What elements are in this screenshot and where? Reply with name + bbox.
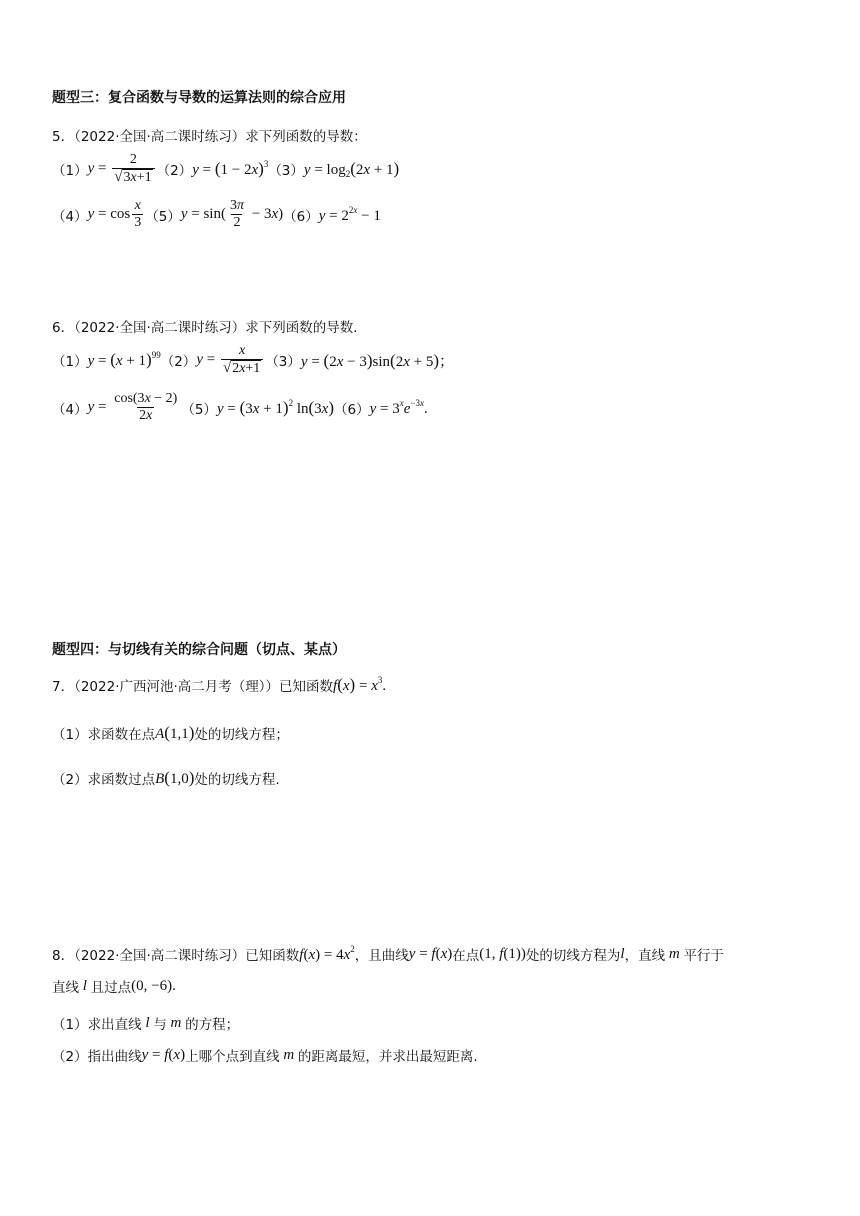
- question-6-label: 6．（2022·全国·高二课时练习）求下列函数的导数.: [52, 320, 358, 336]
- symbol-l: l: [141, 1014, 154, 1031]
- formula-8-curve: y = f(x): [141, 1046, 186, 1063]
- formula-5-3: $y = \log_2(2x + 1)$: [303, 159, 400, 179]
- question-7-part-2: [52, 768, 280, 788]
- item-number: （5）: [145, 208, 181, 225]
- question-7-part-1: [52, 723, 289, 743]
- point-a: A(1,1): [155, 723, 195, 742]
- formula-7-f: $f(x) = x^3$.: [333, 675, 387, 694]
- item-number: （3）: [265, 354, 301, 370]
- formula-5-4: y = cos $\frac{x}{3}$: [87, 198, 142, 230]
- formula-5-2: $y = (1 - 2x)^3$: [192, 159, 269, 178]
- question-8-part-1: [52, 1013, 239, 1033]
- item-number: （3）: [268, 163, 304, 179]
- question-6-row-2: [52, 391, 428, 424]
- part-text: 的距离最短，并求出最短距离.: [297, 1049, 478, 1065]
- formula-8-curve: y = f(x): [408, 945, 453, 962]
- point-0-neg6: (0, −6).: [131, 977, 176, 994]
- formula-6-3: y = (2x − 3)sin(2x + 5)；: [300, 350, 455, 370]
- part-text: 与: [153, 1017, 167, 1033]
- symbol-m: m: [166, 1014, 186, 1031]
- question-8-label: 8．（2022·全国·高二课时练习）已知函数: [52, 948, 300, 964]
- question-8-part-2: [52, 1045, 478, 1065]
- section-heading-4: 题型四：与切线有关的综合问题（切点、某点）: [52, 642, 346, 658]
- question-5-row-2: [52, 198, 381, 231]
- formula-8-f: $f(x) = 4x^2$: [299, 944, 355, 963]
- item-number: （1）: [52, 354, 88, 370]
- stem-text: 直线: [52, 980, 79, 996]
- section-heading-3: 题型三：复合函数与导数的运算法则的综合应用: [52, 90, 346, 106]
- stem-text: ，且曲线: [354, 948, 409, 964]
- stem-text: ，直线: [624, 948, 666, 964]
- symbol-l: l: [620, 945, 625, 962]
- formula-6-5: $y = (3x + 1)^2$ ln(3x): [216, 397, 334, 417]
- formula-5-6: $y = 2^{2x} - 1$: [318, 204, 381, 224]
- part-text: 处的切线方程.: [194, 772, 280, 788]
- point-b: B(1,0): [155, 768, 195, 787]
- question-5-row-1: [52, 152, 399, 186]
- part-text: （2）指出曲线: [52, 1049, 142, 1065]
- formula-5-5: y = sin( $\frac{3\pi}{2}$ − 3x): [180, 198, 284, 230]
- item-number: （2）: [156, 163, 193, 179]
- formula-6-1: $y = (x + 1)^{99}$: [87, 350, 161, 369]
- formula-6-2: y = x √ 2x+1: [196, 343, 265, 377]
- question-6-row-1: [52, 343, 454, 377]
- stem-text: 在点: [452, 948, 480, 964]
- item-number: （4）: [52, 401, 88, 418]
- part-text: （1）求函数在点: [52, 727, 156, 743]
- formula-5-1: y = 2 √ 3x+1: [88, 152, 157, 186]
- stem-text: 且过点: [90, 980, 132, 996]
- formula-6-4: y = $\frac{\cos(3x - 2)}{2x}$: [87, 391, 178, 423]
- item-number: （2）: [160, 354, 197, 370]
- item-number: （6）: [283, 208, 319, 225]
- item-number: （4）: [52, 208, 88, 225]
- question-8-stem-line-2: [52, 976, 176, 996]
- formula-8-point: (1, f(1)): [479, 945, 526, 962]
- part-text: （1）求出直线: [52, 1017, 142, 1033]
- formula-6-6: $y = 3^xe^{-3x}$.: [369, 397, 428, 417]
- question-7-label: 7．（2022·广西河池·高二月考（理））已知函数: [52, 679, 334, 695]
- part-text: （2）求函数过点: [52, 772, 156, 788]
- stem-text: 处的切线方程为: [525, 948, 621, 964]
- question-5-label: 5．（2022·全国·高二课时练习）求下列函数的导数：: [52, 129, 367, 145]
- part-text: 处的切线方程；: [194, 727, 289, 743]
- part-text: 的方程；: [185, 1017, 240, 1033]
- question-8-stem-line-1: [52, 944, 724, 964]
- symbol-m: m: [665, 945, 684, 962]
- symbol-l: l: [79, 977, 91, 994]
- item-number: （5）: [181, 401, 217, 418]
- item-number: （6）: [334, 401, 370, 418]
- part-text: 上哪个点到直线: [185, 1049, 280, 1065]
- question-7-stem: [52, 675, 386, 695]
- stem-text: 平行于: [683, 948, 724, 964]
- symbol-m: m: [279, 1046, 298, 1063]
- item-number: （1）: [52, 163, 88, 179]
